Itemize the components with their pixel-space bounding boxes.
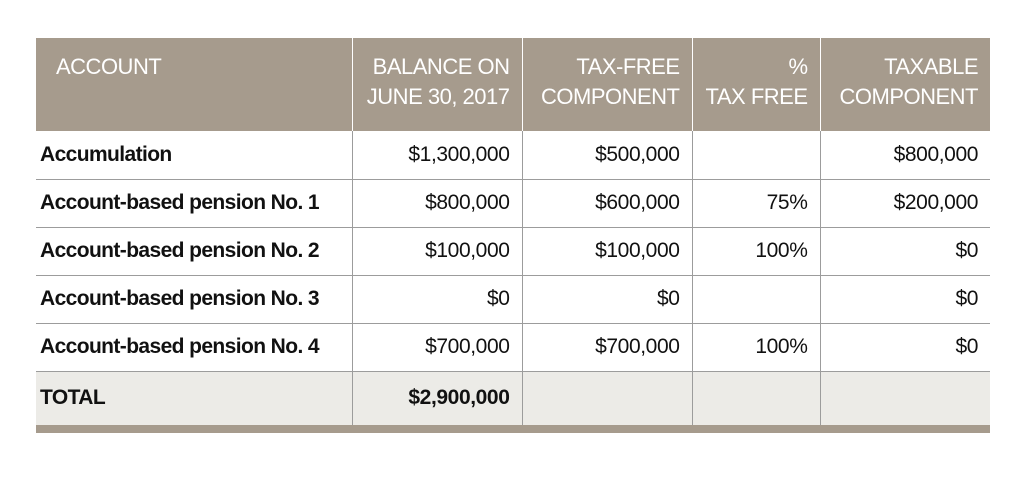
percent-tax-free-cell: 100% [692, 227, 820, 275]
balance-cell: $700,000 [352, 323, 522, 371]
account-name: Account-based pension No. 2 [36, 227, 352, 275]
balance-cell: $1,300,000 [352, 131, 522, 179]
account-table-container [36, 38, 990, 433]
account-name: Account-based pension No. 4 [36, 323, 352, 371]
balance-cell: $100,000 [352, 227, 522, 275]
table-bottom-rule [36, 425, 990, 433]
header-tax-free-component: TAX-FREE COMPONENT [522, 38, 692, 131]
total-row [36, 371, 990, 425]
tax-free-cell: $0 [522, 275, 692, 323]
header-account: ACCOUNT [36, 38, 352, 131]
table-row [36, 179, 990, 227]
header-taxable-component: TAXABLE COMPONENT [820, 38, 990, 131]
taxable-cell: $800,000 [820, 131, 990, 179]
percent-tax-free-cell [692, 275, 820, 323]
tax-free-cell: $700,000 [522, 323, 692, 371]
taxable-cell: $0 [820, 275, 990, 323]
tax-free-cell: $600,000 [522, 179, 692, 227]
table-row [36, 275, 990, 323]
taxable-cell: $0 [820, 227, 990, 275]
header-percent-tax-free: % TAX FREE [692, 38, 820, 131]
taxable-cell: $200,000 [820, 179, 990, 227]
account-name: Account-based pension No. 1 [36, 179, 352, 227]
account-balance-table [36, 38, 990, 425]
total-tax-free-cell [522, 371, 692, 425]
taxable-cell: $0 [820, 323, 990, 371]
percent-tax-free-cell: 75% [692, 179, 820, 227]
percent-tax-free-cell [692, 131, 820, 179]
percent-tax-free-cell: 100% [692, 323, 820, 371]
account-name: Account-based pension No. 3 [36, 275, 352, 323]
table-row [36, 323, 990, 371]
tax-free-cell: $500,000 [522, 131, 692, 179]
total-taxable-cell [820, 371, 990, 425]
table-row [36, 227, 990, 275]
account-name: Accumulation [40, 142, 172, 166]
total-label: TOTAL [36, 371, 352, 425]
tax-free-cell: $100,000 [522, 227, 692, 275]
table-header-row [36, 38, 990, 131]
balance-cell: $800,000 [352, 179, 522, 227]
header-balance: BALANCE ON JUNE 30, 2017 [352, 38, 522, 131]
total-balance-cell: $2,900,000 [352, 371, 522, 425]
table-row [36, 131, 990, 179]
balance-cell: $0 [352, 275, 522, 323]
total-percent-tax-free-cell [692, 371, 820, 425]
